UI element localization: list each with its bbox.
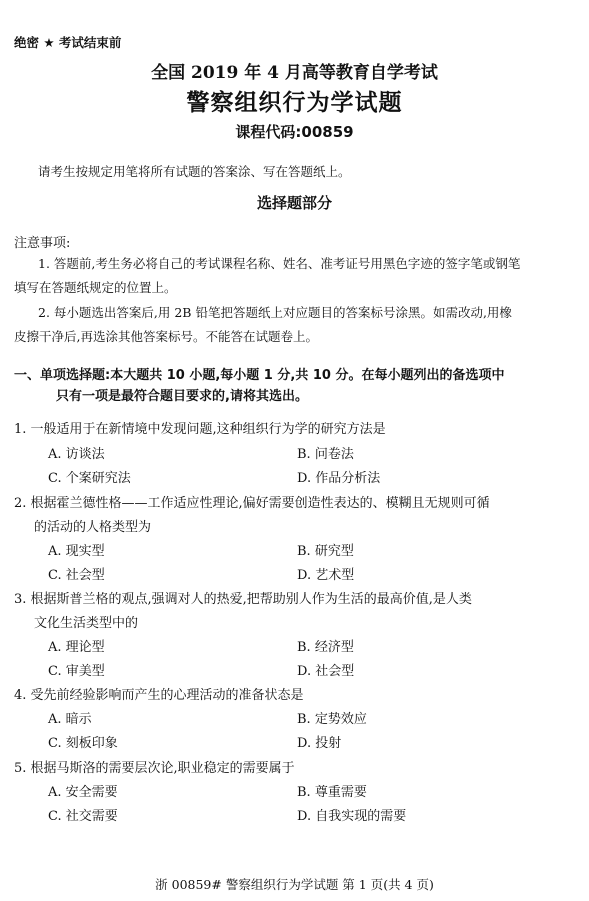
instruction-text: 请考生按规定用笔将所有试题的答案涂、写在答题纸上。 (38, 164, 351, 179)
question-5-option-b: B. 尊重需要 (297, 785, 367, 800)
question-2-stem-line-1: 2. 根据霍兰德性格——工作适应性理论,偏好需要创造性表达的、模糊且无规则可循 (14, 496, 490, 511)
note-item-1-line-1: 1. 答题前,考生务必将自己的考试课程名称、姓名、准考证号用黑色字迹的签字笔或钢笔 (38, 256, 521, 271)
question-3-option-d: D. 社会型 (297, 664, 355, 679)
course-code: 课程代码:00859 (235, 123, 354, 141)
question-1-option-a: A. 访谈法 (48, 447, 105, 462)
note-item-2-line-1: 2. 每小题选出答案后,用 2B 铅笔把答题纸上对应题目的答案标号涂黑。如需改动,用橡 (38, 305, 512, 320)
question-1-option-b: B. 问卷法 (297, 447, 354, 462)
page-footer: 浙 00859# 警察组织行为学试题 第 1 页(共 4 页) (155, 877, 434, 892)
question-3-stem-line-2: 文化生活类型中的 (34, 616, 139, 631)
question-4-stem: 4. 受先前经验影响而产生的心理活动的准备状态是 (14, 688, 304, 703)
question-5-option-c: C. 社交需要 (48, 809, 118, 824)
question-1-option-d: D. 作品分析法 (297, 471, 381, 486)
question-4-option-a: A. 暗示 (48, 712, 92, 727)
question-5-option-a: A. 安全需要 (48, 785, 118, 800)
question-3-option-c: C. 审美型 (48, 664, 105, 679)
question-2-stem-line-2: 的活动的人格类型为 (34, 520, 152, 535)
question-2-option-c: C. 社会型 (48, 568, 105, 583)
part1-heading-line-1: 一、单项选择题:本大题共 10 小题,每小题 1 分,共 10 分。在每小题列出的备选项中 (14, 368, 505, 383)
question-5-stem: 5. 根据马斯洛的需要层次论,职业稳定的需要属于 (14, 761, 295, 776)
notes-heading: 注意事项: (14, 236, 71, 251)
question-3-option-a: A. 理论型 (48, 640, 105, 655)
question-2-option-b: B. 研究型 (297, 544, 354, 559)
section-title: 选择题部分 (256, 194, 332, 212)
part1-heading-line-2: 只有一项是最符合题目要求的,请将其选出。 (56, 389, 308, 404)
exam-name: 全国 2019 年 4 月高等教育自学考试 (151, 63, 438, 83)
question-3-option-b: B. 经济型 (297, 640, 354, 655)
note-item-1-line-2: 填写在答题纸规定的位置上。 (14, 280, 177, 295)
question-5-option-d: D. 自我实现的需要 (297, 809, 407, 824)
question-1-option-c: C. 个案研究法 (48, 471, 131, 486)
question-3-stem-line-1: 3. 根据斯普兰格的观点,强调对人的热爱,把帮助别人作为生活的最高价值,是人类 (14, 592, 472, 607)
question-4-option-c: C. 刻板印象 (48, 736, 118, 751)
question-4-option-b: B. 定势效应 (297, 712, 367, 727)
question-2-option-d: D. 艺术型 (297, 568, 355, 583)
question-2-option-a: A. 现实型 (48, 544, 105, 559)
question-1-stem: 1. 一般适用于在新情境中发现问题,这种组织行为学的研究方法是 (14, 422, 386, 437)
question-4-option-d: D. 投射 (297, 736, 342, 751)
secret-label: 绝密 ★ 考试结束前 (14, 35, 122, 50)
note-item-2-line-2: 皮擦干净后,再选涂其他答案标号。不能答在试题卷上。 (14, 329, 318, 344)
paper-title: 警察组织行为学试题 (186, 90, 403, 116)
